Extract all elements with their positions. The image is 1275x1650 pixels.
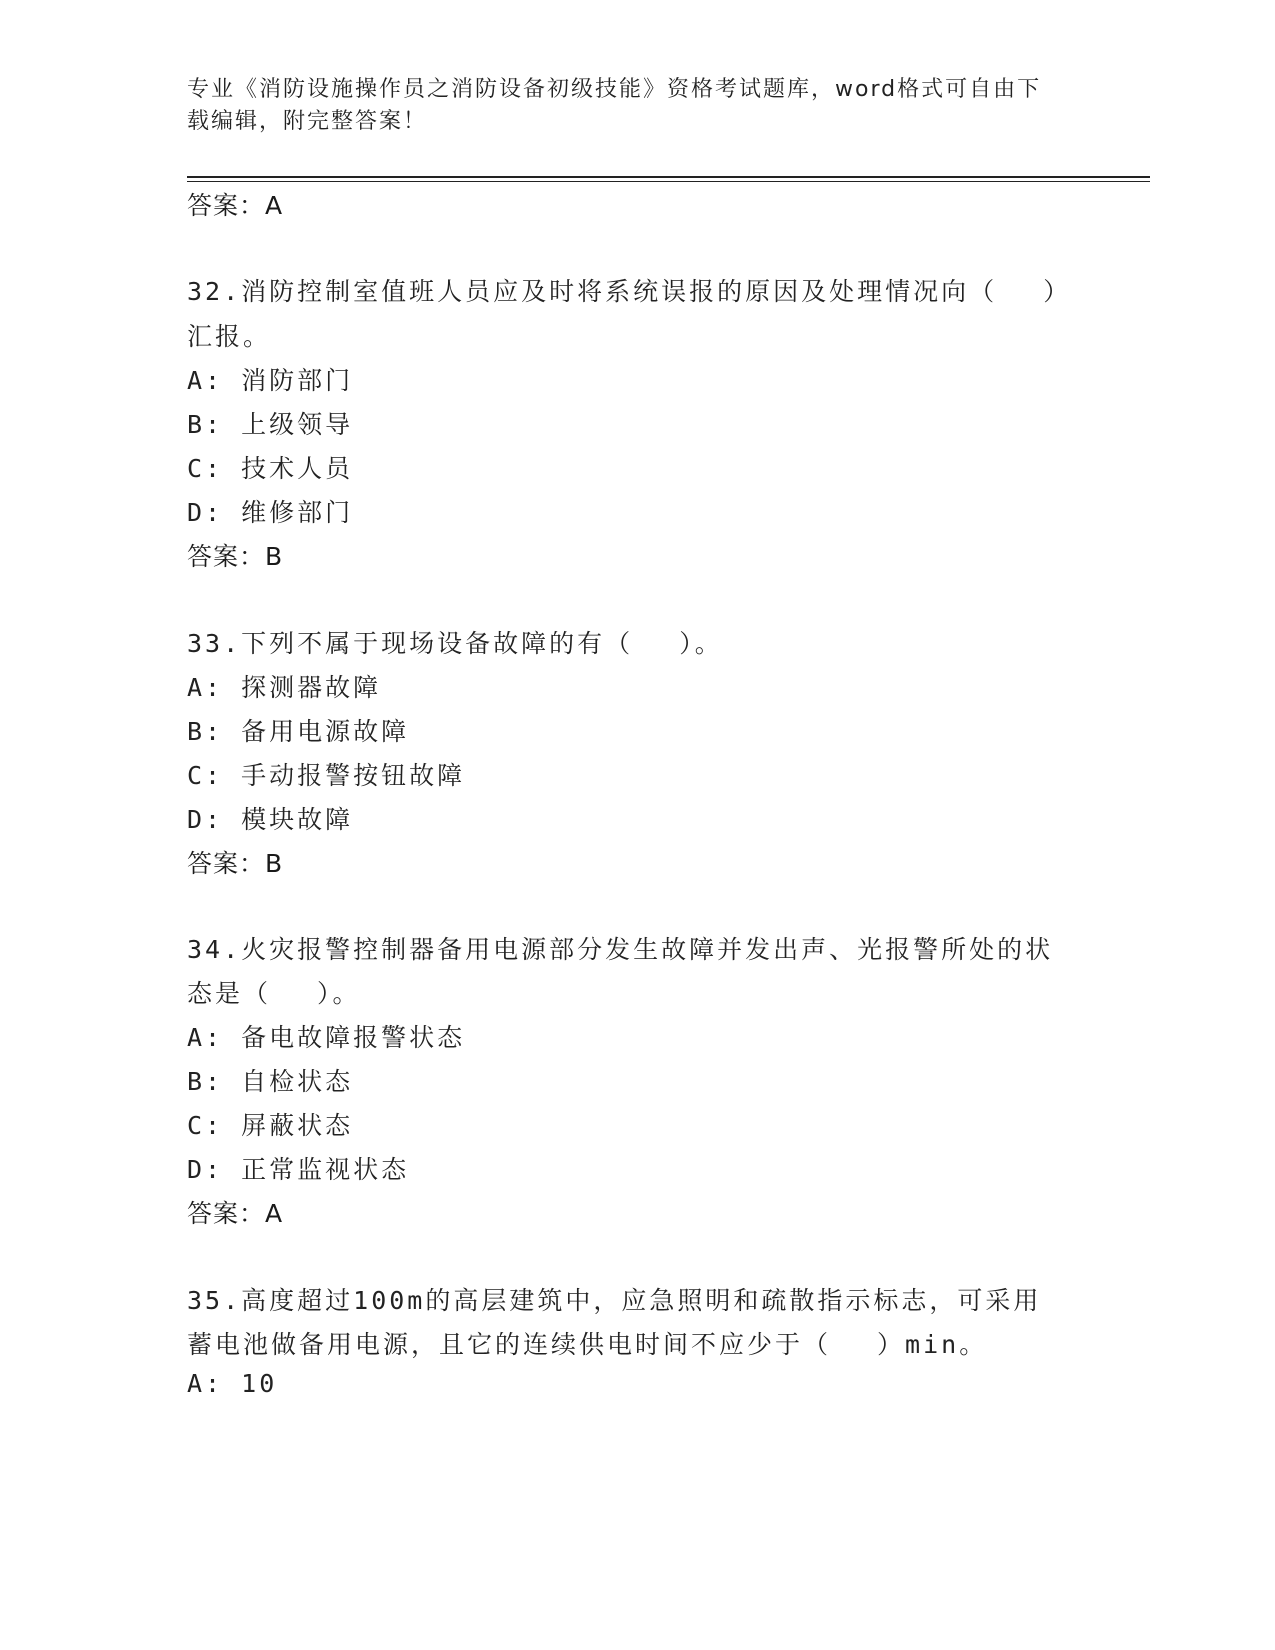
question-32-option-d: D: 维修部门	[187, 498, 354, 527]
question-34-option-d: D: 正常监视状态	[187, 1155, 410, 1184]
question-32-stem-line-2: 汇报。	[187, 322, 272, 351]
question-33-stem-line-1: 33.下列不属于现场设备故障的有（ ）。	[187, 629, 723, 658]
question-34-option-b: B: 自检状态	[187, 1067, 354, 1096]
question-33-option-d: D: 模块故障	[187, 805, 354, 834]
question-34-stem-line-2: 态是（ ）。	[187, 979, 361, 1008]
header-line-1: 专业《消防设施操作员之消防设备初级技能》资格考试题库，word格式可自由下	[187, 77, 1042, 102]
previous-answer: 答案：A	[187, 191, 284, 220]
header-divider-thick	[187, 176, 1150, 178]
question-35-option-a: A: 10	[187, 1369, 278, 1398]
question-34-answer: 答案：A	[187, 1199, 284, 1228]
question-33-option-c: C: 手动报警按钮故障	[187, 761, 466, 790]
question-34-stem-line-1: 34.火灾报警控制器备用电源部分发生故障并发出声、光报警所处的状	[187, 935, 1054, 964]
header-line-2: 载编辑，附完整答案！	[187, 109, 428, 134]
document-header	[187, 74, 1067, 138]
header-divider-thin	[187, 181, 1150, 182]
question-34-option-a: A: 备电故障报警状态	[187, 1023, 466, 1052]
question-33-answer: 答案：B	[187, 849, 284, 878]
question-32-option-a: A: 消防部门	[187, 366, 354, 395]
question-34-option-c: C: 屏蔽状态	[187, 1111, 354, 1140]
question-33-option-b: B: 备用电源故障	[187, 717, 410, 746]
question-32-answer: 答案：B	[187, 542, 284, 571]
question-33-option-a: A: 探测器故障	[187, 673, 382, 702]
question-35-stem-line-2: 蓄电池做备用电源，且它的连续供电时间不应少于（ ）min。	[187, 1330, 988, 1359]
question-32-option-b: B: 上级领导	[187, 410, 354, 439]
question-35-stem-line-1: 35.高度超过100m的高层建筑中，应急照明和疏散指示标志，可采用	[187, 1286, 1042, 1315]
question-32-stem-line-1: 32.消防控制室值班人员应及时将系统误报的原因及处理情况向（ ）	[187, 277, 1072, 306]
question-32-option-c: C: 技术人员	[187, 454, 354, 483]
